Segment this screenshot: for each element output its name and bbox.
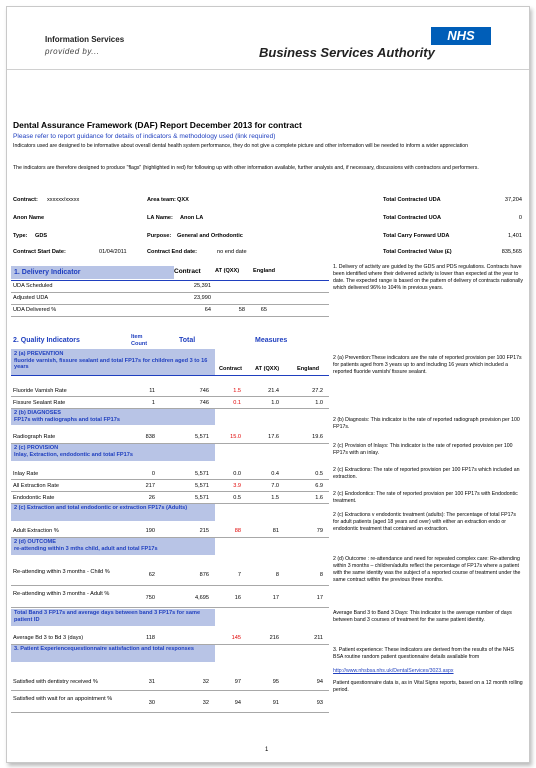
delivery-heading: 1. Delivery Indicator: [11, 266, 174, 279]
table-row-at: 17: [272, 595, 279, 601]
table-row-england: 27.2: [312, 388, 323, 394]
table-row-count: 750: [145, 595, 155, 601]
band3-note: Average Band 3 to Band 3 Days: This indicator is the average number of days between band 3 courses of treatment for the same patient identity.: [333, 610, 512, 623]
report-page: [6, 6, 530, 763]
row-divider: [11, 585, 329, 586]
delivery-col-at: AT (QXX): [215, 268, 240, 274]
table-row-at: 1.0: [271, 400, 279, 406]
table-row-label: All Extraction Rate: [13, 483, 60, 489]
total-value-label: Total Contracted Value (£): [383, 249, 452, 255]
table-row-count: 11: [149, 388, 155, 394]
inlay-note: 2 (c) Provision of Inlays: This indicator is the rate of reported provision per 100 FP17s with an inlay.: [333, 443, 513, 456]
band3-heading: Total Band 3 FP17s and average days between band 3 FP17s for same patient ID: [11, 609, 215, 626]
delivery-row-contract: 23,990: [193, 295, 211, 301]
table-row-england: 1.6: [315, 495, 323, 501]
org-name: Business Services Authority: [259, 45, 435, 60]
row-divider: [11, 607, 329, 608]
prevention-note: 2 (a) Prevention:These indicators are the rate of reported provision per 100 FP17s for patients aged from 3 years up to and including 16 years which included a reported fluoride varnish/ fissure sealant.: [333, 355, 522, 375]
quality-heading: 2. Quality Indicators: [13, 337, 80, 344]
table-row-label: Average Bd 3 to Bd 3 (days): [13, 635, 84, 641]
delivery-col-england: England: [253, 268, 276, 274]
anon-name: Anon Name: [13, 215, 45, 221]
table-row-england: 211: [314, 635, 323, 641]
extraction-adults-note: 2 (c) Extractions v endodontic treatment (adults): The percentage of total FP17s for adult patients (aged 18 years and over) with either an extraction endo or endodontic treatment that contained an extraction.: [333, 512, 517, 532]
row-divider: [11, 292, 329, 293]
table-row-contract: 0.5: [233, 495, 241, 501]
diagnoses-note: 2 (b) Diagnosis: This indicator is the rate of reported radiograph provision per 100 FP17s.: [333, 417, 520, 430]
table-row-total: 5,571: [195, 483, 209, 489]
col-at: AT (QXX): [255, 366, 280, 372]
start-value: 01/04/2011: [99, 249, 127, 255]
total-uda-value: 37,204: [504, 197, 522, 203]
contract-value: xxxxxx/xxxxx: [47, 197, 80, 203]
table-row-england: 79: [316, 528, 323, 534]
report-title: Dental Assurance Framework (DAF) Report December 2013 for contract: [13, 120, 302, 130]
contract-label: Contract:: [13, 197, 38, 203]
type-value: GDS: [35, 233, 48, 239]
table-row-contract: 15.0: [230, 434, 241, 440]
table-row-label: Re-attending within 3 months - Adult %: [13, 591, 110, 597]
table-row-contract: 94: [234, 700, 241, 706]
delivery-col-contract: Contract: [174, 268, 201, 275]
table-row-count: 0: [151, 471, 155, 477]
provision-heading: 2 (c) PROVISION Inlay, Extraction, endodontic and total FP17s: [11, 444, 215, 461]
extraction-note: 2 (c) Extractions: The rate of reported provision per 100 FP17s which included an extraction.: [333, 467, 520, 480]
table-row-contract: 16: [234, 595, 241, 601]
table-row-label: Fluoride Varnish Rate: [13, 388, 67, 394]
table-row-england: 6.9: [315, 483, 323, 489]
table-row-label: Endodontic Rate: [13, 495, 55, 501]
table-row-count: 26: [148, 495, 155, 501]
table-row-label: Inlay Rate: [13, 471, 39, 477]
table-row-total: 4,695: [195, 595, 209, 601]
diagnoses-heading: 2 (b) DIAGNOSES FP17s with radiographs and total FP17s: [11, 409, 215, 425]
type-label: Type:: [13, 233, 28, 239]
delivery-row-england: 65: [260, 307, 267, 313]
col-total: Total: [179, 337, 196, 344]
endodontic-note: 2 (c) Endodontics: The rate of reported provision per 100 FP17s with Endodontic treatment.: [333, 491, 518, 504]
total-carry-value: 1,401: [508, 233, 522, 239]
intro-text-2: The indicators are therefore designed to produce "flags" (highlighted in red) for following up with other information available, further analysis and, if necessary, discussions with contractors and performers.: [13, 165, 479, 171]
row-divider: [11, 479, 329, 480]
provided-by-label: provided by...: [45, 47, 100, 56]
table-row-label: Fissure Sealant Rate: [13, 400, 66, 406]
delivery-row-label: UDA Scheduled: [13, 283, 53, 289]
table-row-at: 7.0: [271, 483, 279, 489]
table-row-england: 1.0: [315, 400, 323, 406]
table-row-count: 62: [148, 572, 155, 578]
delivery-header-rule: [11, 280, 329, 281]
table-row-label: Satisfied with wait for an appointment %: [13, 696, 113, 702]
table-row-count: 190: [145, 528, 155, 534]
col-measures: Measures: [255, 337, 288, 344]
col-england: England: [297, 366, 320, 372]
area-label: Area team:: [147, 197, 176, 203]
table-row-total: 215: [199, 528, 209, 534]
table-row-england: 8: [319, 572, 323, 578]
table-row-contract: 0.0: [233, 471, 241, 477]
table-row-contract: 0.1: [233, 400, 241, 406]
patient-experience-heading: 3. Patient Experiencequestionnaire satisfaction and total responses: [11, 645, 215, 662]
delivery-row-contract: 25,391: [193, 283, 211, 289]
table-row-at: 17.6: [268, 434, 279, 440]
table-row-england: 19.6: [312, 434, 323, 440]
table-row-at: 0.4: [271, 471, 279, 477]
table-row-count: 31: [148, 679, 155, 685]
table-row-count: 217: [145, 483, 155, 489]
patient-experience-note-2: Patient questionnaire data is, as in Vital Signs reports, based on a 12 month rolling period.: [333, 680, 523, 693]
table-row-total: 746: [199, 388, 209, 394]
table-row-total: 32: [202, 700, 209, 706]
total-uoa-value: 0: [518, 215, 522, 221]
delivery-row-label: Adjusted UDA: [13, 295, 49, 301]
table-row-contract: 97: [234, 679, 241, 685]
table-row-at: 95: [272, 679, 279, 685]
total-uoa-label: Total Contracted UOA: [383, 215, 442, 221]
table-row-total: 5,571: [195, 495, 209, 501]
table-row-at: 91: [272, 700, 279, 706]
table-row-total: 32: [202, 679, 209, 685]
table-row-total: 746: [199, 400, 209, 406]
page-number: 1: [265, 747, 269, 753]
table-row-count: 118: [146, 635, 155, 641]
table-row-england: 17: [316, 595, 323, 601]
start-label: Contract Start Date:: [13, 249, 66, 255]
table-row-label: Re-attending within 3 months - Child %: [13, 569, 110, 575]
total-carry-label: Total Carry Forward UDA: [383, 233, 450, 239]
table-row-contract: 145: [231, 635, 241, 641]
nhs-logo: NHS: [431, 27, 491, 45]
table-row-contract: 88: [234, 528, 241, 534]
total-uda-label: Total Contracted UDA: [383, 197, 441, 203]
table-row-at: 8: [275, 572, 279, 578]
col-contract: Contract: [219, 366, 242, 372]
table-row-label: Radiograph Rate: [13, 434, 56, 440]
table-row-at: 216: [269, 635, 279, 641]
table-row-label: Satisfied with dentistry received %: [13, 679, 98, 685]
la-value: Anon LA: [180, 215, 204, 221]
header-divider: [7, 69, 529, 70]
la-label: LA Name:: [147, 215, 173, 221]
table-row-at: 1.5: [271, 495, 279, 501]
outcome-note: 2 (d) Outcome : re-attendance and need for repeated complex care: Re-attending within 3 months – children/adults reflect the percentage of FP17s where a patient with the same identity was the subject of a reported course of treatment under the same contract within the previous three months.: [333, 556, 521, 583]
table-row-contract: 7: [237, 572, 241, 578]
table-row-england: 94: [316, 679, 323, 685]
purpose-value: General and Orthodontic: [177, 233, 243, 239]
table-row-count: 30: [148, 700, 155, 706]
row-divider: [11, 375, 329, 376]
table-row-total: 5,571: [195, 471, 209, 477]
row-divider: [11, 690, 329, 691]
end-label: Contract End date:: [147, 249, 198, 255]
area-value: QXX: [177, 197, 189, 203]
outcome-heading: 2 (d) OUTCOME re-attending within 3 mths child, adult and total FP17s: [11, 538, 215, 555]
table-row-count: 838: [145, 434, 155, 440]
table-row-contract: 1.5: [233, 388, 241, 394]
delivery-row-contract: 64: [204, 307, 211, 313]
table-row-label: Adult Extraction %: [13, 528, 59, 534]
total-value-value: 835,565: [501, 249, 522, 255]
row-divider: [11, 304, 329, 305]
purpose-label: Purpose:: [147, 233, 172, 239]
delivery-note: 1. Delivery of activity are guided by the GDS and PDS regulations. Contracts have been identified where their delivered activity is lower than expected at the year to date. The expected range is based on the pattern of delivery of contracts nationally which delivered 96% to 104% in previous years.: [333, 264, 523, 291]
intro-text-1: Indicators used are designed to be informative about overall dental health system performance, they do not give a complete picture and other information will be needed to inform a wider appreciation: [13, 143, 469, 149]
table-row-count: 1: [151, 400, 155, 406]
table-row-total: 5,571: [195, 434, 209, 440]
guidance-link[interactable]: Please refer to report guidance for details of indicators & methodology used (link required): [13, 133, 276, 140]
prevention-heading: 2 (a) PREVENTION fluoride varnish, fissure sealant and total FP17s for children aged 3 to 16 years: [11, 349, 215, 375]
end-value: no end date: [217, 249, 247, 255]
row-divider: [11, 712, 329, 713]
delivery-row-label: UDA Delivered %: [13, 307, 57, 313]
delivery-row-at: 58: [238, 307, 245, 313]
row-divider: [11, 396, 329, 397]
table-row-at: 21.4: [268, 388, 279, 394]
row-divider: [11, 491, 329, 492]
patient-experience-link[interactable]: http://www.nhsbsa.nhs.uk/DentalServices/3023.aspx: [333, 668, 454, 674]
table-row-contract: 3.9: [233, 483, 241, 489]
row-divider: [11, 316, 329, 317]
patient-experience-note: 3. Patient experience: These indicators are derived from the results of the NHS BSA routine random patient questionnaire details available from: [333, 647, 514, 660]
table-row-england: 93: [316, 700, 323, 706]
col-item-count: Item Count: [131, 334, 148, 347]
extraction-adults-heading: 2 (c) Extraction and total endodontic or extraction FP17s (Adults): [11, 504, 215, 521]
table-row-england: 0.5: [315, 471, 323, 477]
info-services-label: Information Services: [45, 35, 125, 44]
table-row-at: 81: [272, 528, 279, 534]
table-row-total: 876: [199, 572, 209, 578]
